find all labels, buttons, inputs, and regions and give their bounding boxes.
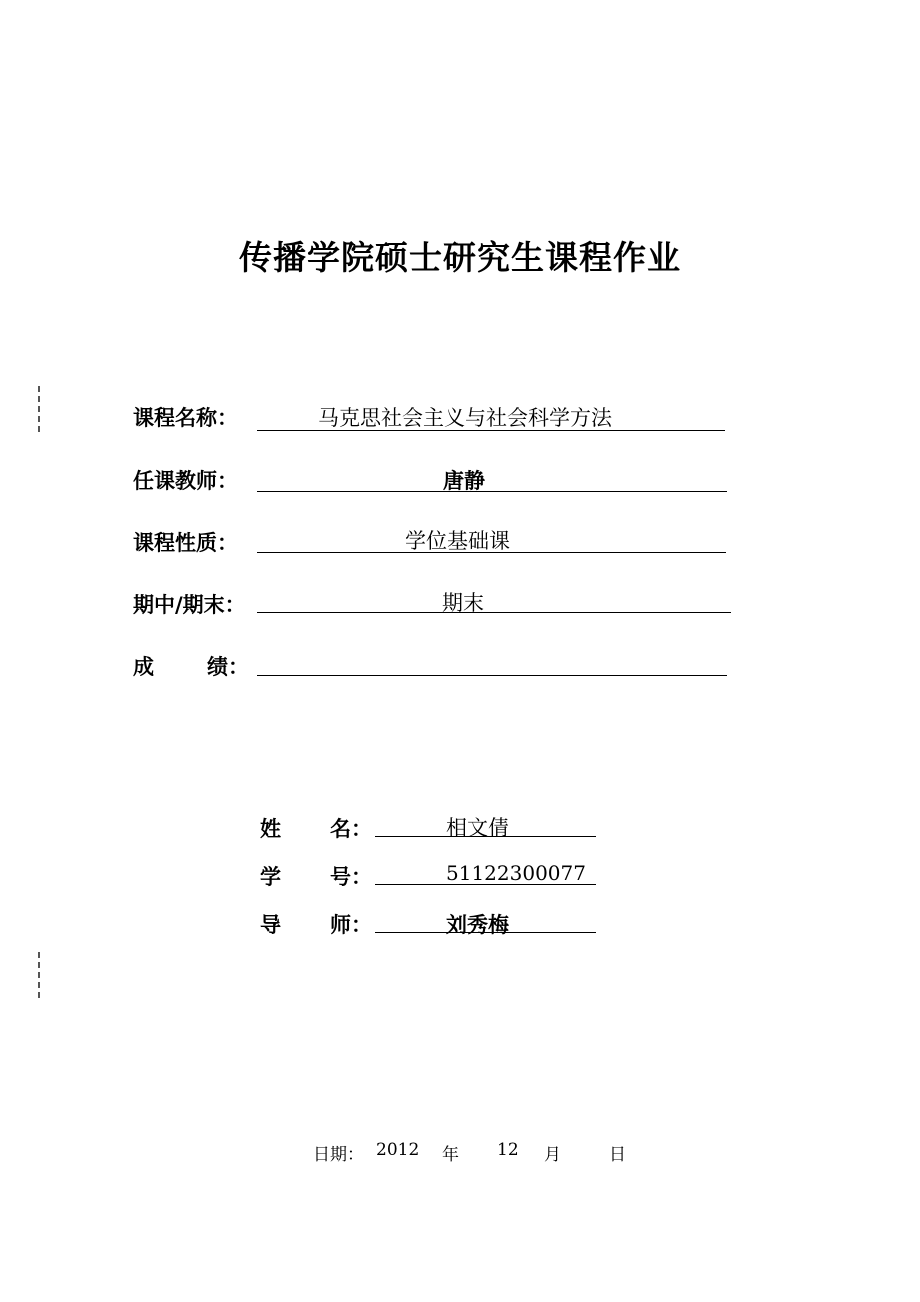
date-year: 2012 bbox=[376, 1140, 420, 1160]
student-id-label-second: 号： bbox=[330, 865, 372, 889]
date-day-unit: 日 bbox=[609, 1145, 626, 1165]
date-label: 日期： bbox=[313, 1145, 364, 1165]
course-name-label: 课程名称： bbox=[133, 406, 238, 430]
date-month-unit: 月 bbox=[544, 1145, 561, 1165]
student-name-value: 相文倩 bbox=[446, 816, 509, 840]
teacher-value: 唐静 bbox=[443, 469, 485, 493]
page-title: 传播学院硕士研究生课程作业 bbox=[239, 238, 681, 277]
binding-margin-mark-bottom bbox=[38, 952, 40, 998]
grade-label-first: 成 bbox=[133, 655, 154, 679]
course-name-value: 马克思社会主义与社会科学方法 bbox=[318, 406, 612, 430]
binding-margin-mark-top bbox=[38, 386, 40, 432]
student-id-label-first: 学 bbox=[260, 865, 281, 889]
advisor-label-first: 导 bbox=[260, 913, 281, 937]
date-month: 12 bbox=[497, 1140, 519, 1160]
term-label: 期中/期末： bbox=[133, 593, 246, 617]
teacher-label: 任课教师： bbox=[133, 469, 238, 493]
course-type-label: 课程性质： bbox=[133, 531, 238, 555]
advisor-value: 刘秀梅 bbox=[446, 913, 509, 937]
term-underline bbox=[257, 584, 731, 613]
advisor-label-second: 师： bbox=[330, 913, 372, 937]
teacher-underline bbox=[257, 463, 727, 492]
grade-underline bbox=[257, 647, 727, 676]
date-year-unit: 年 bbox=[442, 1145, 459, 1165]
student-name-label-first: 姓 bbox=[260, 817, 281, 841]
term-value: 期末 bbox=[442, 591, 484, 615]
student-id-value: 51122300077 bbox=[446, 861, 586, 885]
grade-label-second: 绩： bbox=[207, 655, 249, 679]
student-name-label-second: 名： bbox=[330, 817, 372, 841]
course-type-value: 学位基础课 bbox=[405, 529, 510, 553]
